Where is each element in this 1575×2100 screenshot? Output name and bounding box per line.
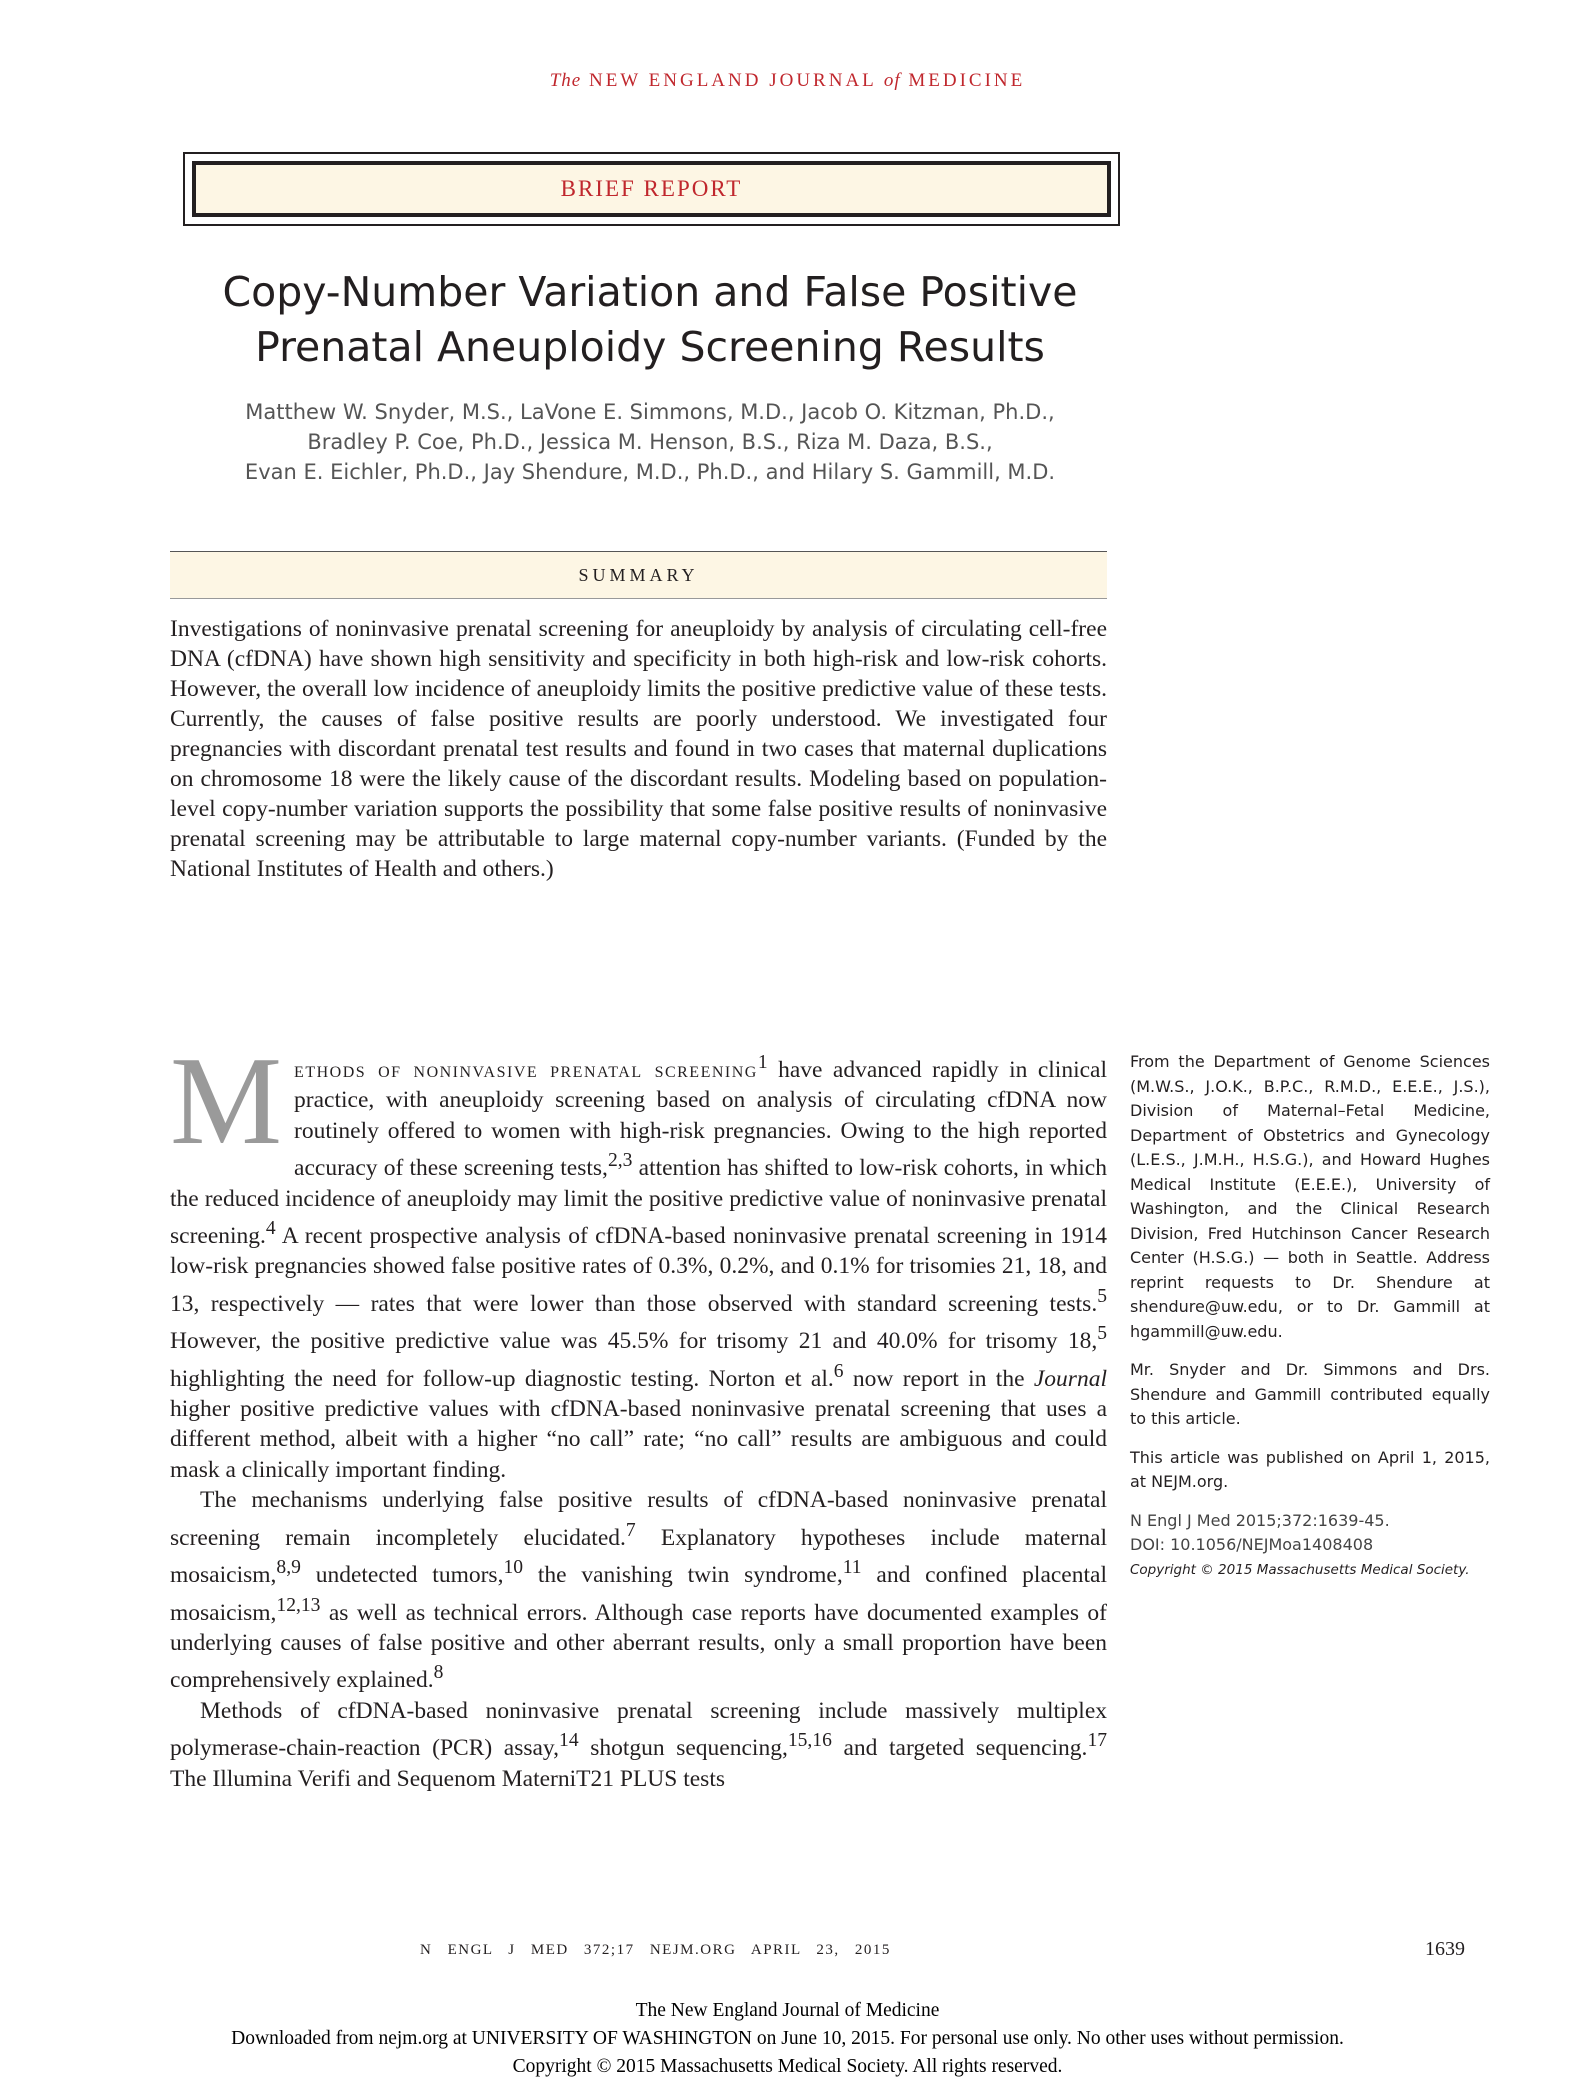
text: undetected tumors, [300,1562,504,1589]
journal-masthead [0,70,1575,92]
publication-note: This article was published on April 1, 2015, at NEJM.org. [1130,1447,1490,1491]
ref: 8 [433,1662,444,1684]
text: and confined placental mosaicism, [170,1562,1107,1626]
author-list [170,397,1130,487]
download-journal-line: The New England Journal of Medicine [635,2000,940,2021]
text: have advanced rapidly in clinical practice, with aneuploidy screening based on analysis of circulating cfDNA now routinely offered to women with high-risk pregnancies. Owing to the high reported accuracy of these screening tests, [294,1056,1107,1182]
text: The Illumina Verifi and Sequenom MaterniT21 PLUS tests [170,1765,725,1792]
summary-heading [170,551,1107,599]
text: higher positive predictive values with cfDNA-based noninvasive prenatal screening that uses a different method, albeit with a higher “no call” rate; “no call” results are ambiguous and could mask a clinically important finding. [170,1395,1107,1483]
ref: 15,16 [787,1730,832,1752]
text: and targeted sequencing. [831,1735,1088,1762]
download-notice: Downloaded from nejm.org at UNIVERSITY OF WASHINGTON on June 10, 2015. For personal use only. No other uses without permission. [231,2028,1344,2049]
summary-text: Investigations of noninvasive prenatal screening for aneuploidy by analysis of circulating cell-free DNA (cfDNA) have shown high sensitivity and specificity in both high-risk and low-risk cohorts. However, the overall low incidence of aneuploidy limits the positive predictive value of these tests. Currently, the causes of false positive results are poorly understood. We investigated four pregnancies with discordant prenatal test results and found in two cases that maternal duplications on chromosome 18 were the likely cause of the discordant results. Modeling based on population-level copy-number variation supports the possibility that some false positive results of noninvasive prenatal screening may be attributable to large maternal copy-number variants. (Funded by the National Institutes of Health and others.) [170,616,1107,882]
ref: 14 [559,1730,579,1752]
authors-line-3: Evan E. Eichler, Ph.D., Jay Shendure, M.D., Ph.D., and Hilary S. Gammill, M.D. [244,460,1056,484]
contribution-note: Mr. Snyder and Dr. Simmons and Drs. Shendure and Gammill contributed equally to this article. [1130,1360,1490,1428]
body-paragraph-3 [170,1696,1107,1794]
copyright-note: Copyright © 2015 Massachusetts Medical Society. [1130,1561,1470,1578]
drop-cap: M [170,1032,283,1171]
ref: 8,9 [276,1557,301,1579]
authors-line-1: Matthew W. Snyder, M.S., LaVone E. Simmons, M.D., Jacob O. Kitzman, Ph.D., [245,400,1055,424]
title-line-1: Copy-Number Variation and False Positive [222,268,1078,316]
masthead-the: The [549,70,582,91]
text: now report in the [843,1365,1034,1392]
citation-note: N Engl J Med 2015;372:1639-45. [1130,1510,1390,1530]
text: The mechanisms underlying false positive results of cfDNA-based noninvasive prenatal screening remain incompletely elucidated. [170,1487,1107,1551]
footer-citation: N ENGL J MED 372;17 NEJM.ORG APRIL 23, 2015 [420,1942,891,1958]
ref: 5 [1097,1323,1107,1345]
text: the vanishing twin syndrome, [523,1562,843,1589]
masthead-of: of [883,70,901,91]
text: attention has shifted to low-risk cohorts, in which the reduced incidence of aneuploidy may limit the positive predictive value of noninvasive prenatal screening. [170,1155,1107,1249]
text: However, the positive predictive value was 45.5% for trisomy 21 and 40.0% for trisomy 18, [170,1328,1098,1355]
ref: 11 [842,1557,862,1579]
ref: 12,13 [276,1594,321,1616]
text: Methods of cfDNA-based noninvasive prenatal screening include massively multiplex polymerase-chain-reaction (PCR) assay, [170,1697,1107,1762]
ref: 6 [833,1360,844,1382]
ref: 4 [265,1218,276,1240]
lead-in: ethods of noninvasive prenatal screening [294,1056,758,1083]
masthead-part1: NEW ENGLAND JOURNAL [588,70,877,91]
affiliation-note: From the Department of Genome Sciences (M.W.S., J.O.K., B.P.C., R.M.D., E.E.E., J.S.), Division of Maternal–Fetal Medicine, Department of Obstetrics and Gynecology (L.E.S., J.M.H., H.S.G.), and Howard Hughes Medical Institute (E.E.E.), University of Washington, and the Clinical Research Division, Fred Hutchinson Cancer Research Center (H.S.G.) — both in Seattle. Address reprint requests to Dr. Shendure at shendure@uw.edu, or to Dr. Gammill at hgammill@uw.edu. [1130,1052,1490,1341]
download-copyright: Copyright © 2015 Massachusetts Medical Society. All rights reserved. [512,2056,1063,2077]
body-paragraph-1 [170,1032,1107,1485]
ref: 17 [1087,1730,1108,1752]
section-label-box [183,152,1120,226]
body-paragraph-2 [170,1485,1107,1695]
ref: 7 [625,1519,636,1541]
article-body [170,1032,1108,1794]
article-title [170,265,1130,375]
title-line-2: Prenatal Aneuploidy Screening Results [255,323,1045,371]
text: highlighting the need for follow-up diagnostic testing. Norton et al. [170,1365,834,1392]
doi-note: DOI: 10.1056/NEJMoa1408408 [1130,1535,1374,1554]
ref: 2,3 [607,1150,633,1172]
text: shotgun sequencing, [578,1735,788,1762]
text: as well as technical errors. Although case reports have documented examples of underlying causes of false positive and other aberrant results, only a small proportion have been comprehensively explained. [170,1599,1107,1694]
ref: 1 [757,1052,768,1073]
text: A recent prospective analysis of cfDNA-based noninvasive prenatal screening in 1914 low-risk pregnancies showed false positive rates of 0.3%, 0.2%, and 0.1% for trisomies 21, 18, and 13, respectively — rates that were lower than those observed with standard screening tests. [170,1222,1107,1317]
text: Explanatory hypotheses include maternal mosaicism, [170,1524,1108,1589]
ref: 10 [503,1557,524,1579]
masthead-part2: MEDICINE [908,70,1026,91]
page-number: 1639 [1425,1938,1465,1960]
authors-line-2: Bradley P. Coe, Ph.D., Jessica M. Henson, B.S., Riza M. Daza, B.S., [307,430,993,454]
ref: 5 [1097,1285,1107,1307]
sidebar-notes [1130,1050,1490,1582]
journal-name: Journal [1033,1365,1107,1392]
section-label: BRIEF REPORT [560,176,743,201]
summary-label: SUMMARY [578,564,699,585]
